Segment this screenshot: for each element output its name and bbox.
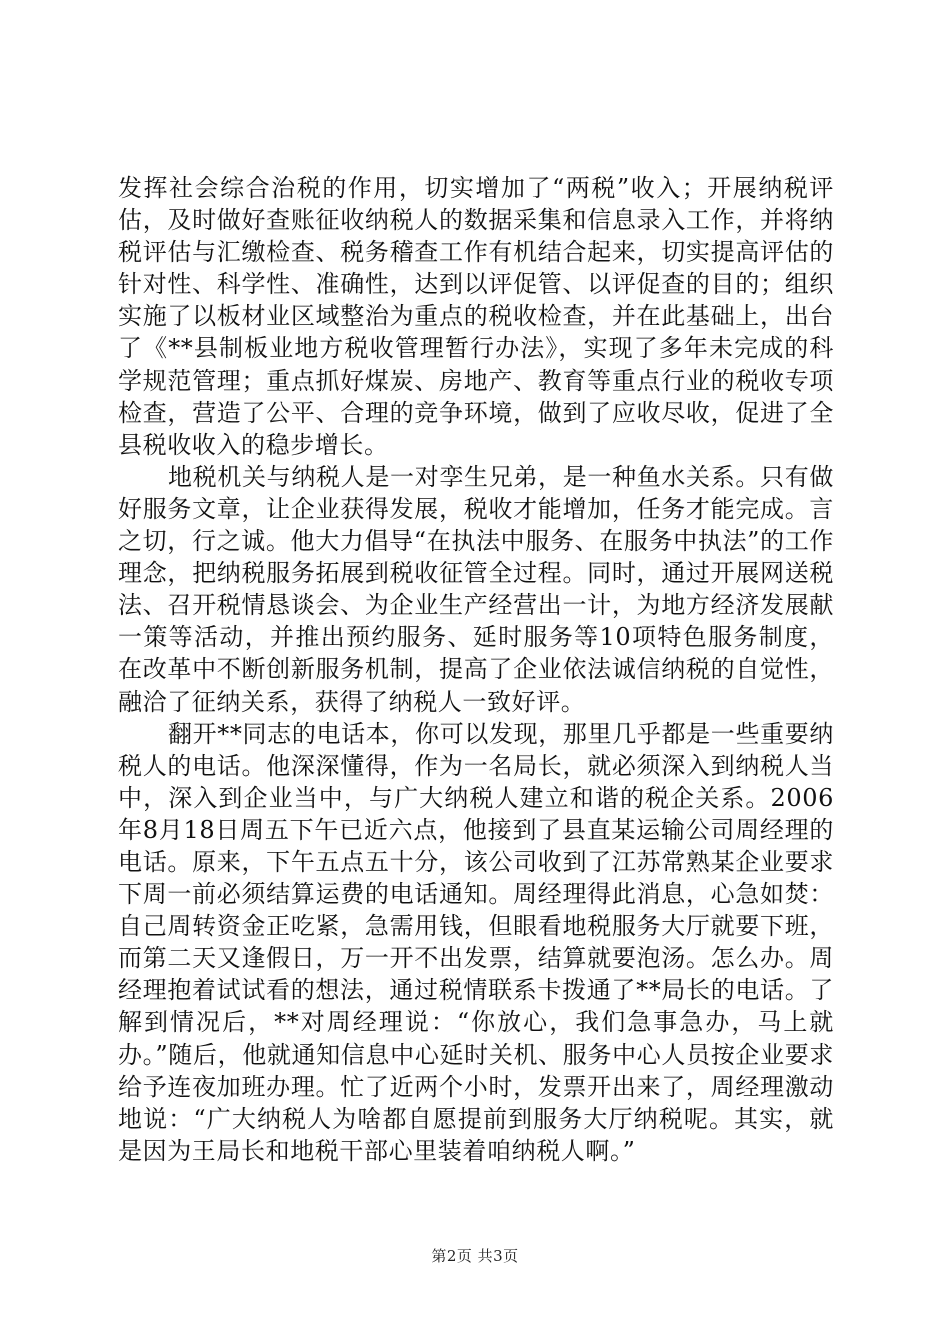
paragraph-3: 翻开**同志的电话本，你可以发现，那里几乎都是一些重要纳税人的电话。他深深懂得，作为一名局长，就必须深入到纳税人当中，深入到企业当中，与广大纳税人建立和谐的税企关系。2006年8月18日周五下午已近六点，他接到了县直某运输公司周经理的电话。原来，下午五点五十分，该公司收到了江苏常熟某企业要求下周一前必须结算运费的电话通知。周经理得此消息，心急如焚：自己周转资金正吃紧，急需用钱，但眼看地税服务大厅就要下班，而第二天又逢假日，万一开不出发票，结算就要泡汤。怎么办。周经理抱着试试看的想法，通过税情联系卡拨通了**局长的电话。了解到情况后，**对周经理说：“你放心，我们急事急办，马上就办。”随后，他就通知信息中心延时关机、服务中心人员按企业要求给予连夜加班办理。忙了近两个小时，发票开出来了，周经理激动地说：“广大纳税人为啥都自愿提前到服务大厅纳税呢。其实，就是因为王局长和地税干部心里装着咱纳税人啊。” — [118, 719, 834, 1165]
page-footer — [0, 1245, 950, 1266]
paragraph-2: 地税机关与纳税人是一对孪生兄弟，是一种鱼水关系。只有做好服务文章，让企业获得发展，税收才能增加，任务才能完成。言之切，行之诚。他大力倡导“在执法中服务、在服务中执法”的工作理念，把纳税服务拓展到税收征管全过程。同时，通过开展网送税法、召开税情恳谈会、为企业生产经营出一计，为地方经济发展献一策等活动，并推出预约服务、延时服务等10项特色服务制度，在改革中不断创新服务机制，提高了企业依法诚信纳税的自觉性，融洽了征纳关系，获得了纳税人一致好评。 — [118, 462, 834, 716]
paragraph-1: 发挥社会综合治税的作用，切实增加了“两税”收入；开展纳税评估，及时做好查账征收纳税人的数据采集和信息录入工作，并将纳税评估与汇缴检查、税务稽查工作有机结合起来，切实提高评估的针对性、科学性、准确性，达到以评促管、以评促查的目的；组织实施了以板材业区域整治为重点的税收检查，并在此基础上，出台了《**县制板业地方税收管理暂行办法》，实现了多年未完成的科学规范管理；重点抓好煤炭、房地产、教育等重点行业的税收专项检查，营造了公平、合理的竞争环境，做到了应收尽收，促进了全县税收收入的稳步增长。 — [118, 174, 834, 459]
page-number-label: 第2页 共3页 — [431, 1247, 519, 1265]
document-body — [118, 172, 834, 1167]
